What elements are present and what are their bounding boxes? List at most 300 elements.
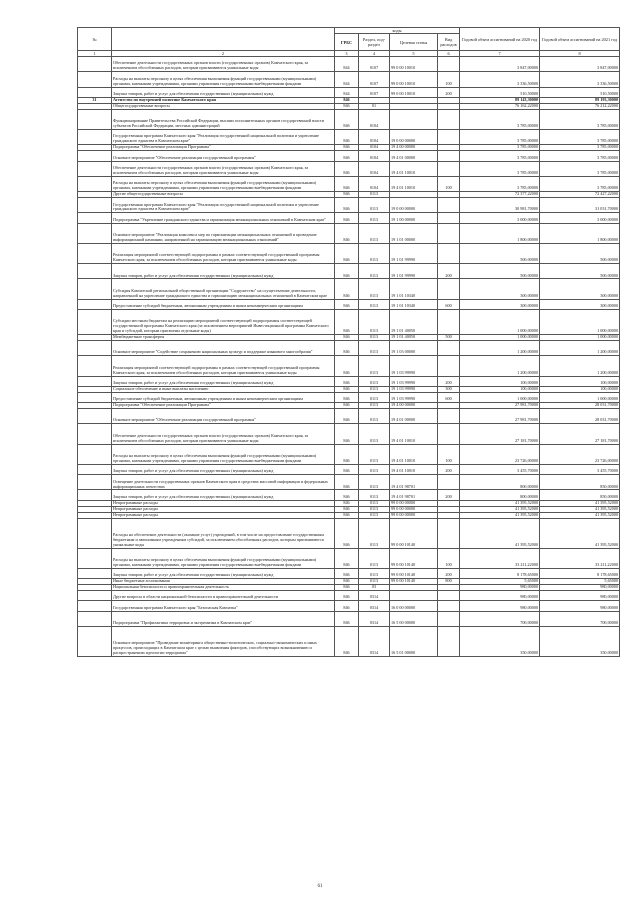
row-expense: 800 — [438, 579, 460, 585]
row-section: 0113 — [359, 264, 390, 279]
header-name — [112, 28, 335, 51]
table-row — [78, 518, 620, 548]
row-number — [78, 87, 112, 97]
row-target: 19 1 03 00000 — [390, 341, 438, 356]
row-amount-2021: 980,00000 — [540, 585, 620, 591]
row-grbs: 846 — [335, 409, 359, 424]
row-section: 0113 — [359, 475, 390, 490]
row-amount-2020: 700,00000 — [460, 611, 540, 626]
row-expense: 200 — [438, 87, 460, 97]
row-grbs: 846 — [335, 490, 359, 500]
row-name: Непрограммные расходы — [112, 506, 335, 512]
row-number — [78, 279, 112, 299]
row-name: Закупка товаров, работ и услуг для обеспечения государственных (муниципальных) нужд — [112, 264, 335, 279]
row-grbs: 846 — [335, 198, 359, 213]
row-amount-2021: 850,00000 — [540, 475, 620, 490]
row-number — [78, 72, 112, 87]
row-expense: 200 — [438, 568, 460, 578]
row-name: Непрограммные расходы — [112, 500, 335, 506]
row-target: 19 4 01 98701 — [390, 475, 438, 490]
row-amount-2021: 33 211,22000 — [540, 548, 620, 568]
row-number — [78, 129, 112, 144]
row-expense — [438, 151, 460, 161]
row-name: Предоставление субсидий бюджетным, автономным учреждениям и иным некоммерческим организациям — [112, 392, 335, 402]
row-grbs: 846 — [335, 585, 359, 591]
row-grbs: 846 — [335, 161, 359, 176]
row-amount-2020: 980,00000 — [460, 590, 540, 600]
row-target: 19 4 00 00000 — [390, 145, 438, 151]
table-row — [78, 310, 620, 335]
row-expense — [438, 475, 460, 490]
table-row — [78, 129, 620, 144]
row-amount-2020: 89 143,30000 — [460, 97, 540, 103]
row-section: 0113 — [359, 392, 390, 402]
row-number — [78, 611, 112, 626]
row-section: 0314 — [359, 590, 390, 600]
row-section: 0113 — [359, 376, 390, 386]
row-name: Социальное обеспечение и иные выплаты населению — [112, 386, 335, 392]
row-name: Расходы на выплаты персоналу в целях обеспечения выполнения функций государственными (муниципальными) органами, казенными учреждениями, органами управления государственными внебюджетными фондами — [112, 444, 335, 464]
row-amount-2021: 76 212,22000 — [540, 103, 620, 109]
row-section: 0113 — [359, 386, 390, 392]
row-amount-2021: 72 427,22000 — [540, 192, 620, 198]
row-name: Иные бюджетные ассигнования — [112, 579, 335, 585]
row-target: 99 0 00 00000 — [390, 500, 438, 506]
row-section: 0113 — [359, 490, 390, 500]
row-section: 0113 — [359, 568, 390, 578]
row-grbs: 844 — [335, 57, 359, 72]
row-expense: 100 — [438, 548, 460, 568]
row-grbs: 846 — [335, 627, 359, 657]
row-number — [78, 341, 112, 356]
row-expense: 600 — [438, 299, 460, 309]
row-amount-2020: 300,00000 — [460, 279, 540, 299]
row-section: 0104 — [359, 161, 390, 176]
row-amount-2020: 3 785,00000 — [460, 145, 540, 151]
row-amount-2020: 41 395,52000 — [460, 518, 540, 548]
row-section: 0113 — [359, 518, 390, 548]
row-number — [78, 392, 112, 402]
row-section: 0113 — [359, 512, 390, 518]
row-section: 01 — [359, 103, 390, 109]
header-index-cell: 8 — [540, 51, 620, 57]
table-row — [78, 243, 620, 263]
row-target: 19 0 00 00000 — [390, 129, 438, 144]
table-row — [78, 151, 620, 161]
row-number — [78, 475, 112, 490]
row-amount-2021: 41 395,52000 — [540, 500, 620, 506]
row-target: 99 0 00 00000 — [390, 512, 438, 518]
row-target: 19 4 01 10010 — [390, 464, 438, 474]
row-grbs: 846 — [335, 506, 359, 512]
row-name: Расходы на выплаты персоналу в целях обеспечения выполнения функций государственными (муниципальными) органами, казенными учреждениями, органами управления государственными внебюджетными фондами — [112, 176, 335, 191]
row-amount-2020: 5,65000 — [460, 579, 540, 585]
row-amount-2021: 980,00000 — [540, 601, 620, 611]
row-name: Государственная программа Камчатского края "Безопасная Камчатка" — [112, 601, 335, 611]
row-expense — [438, 57, 460, 72]
table-row — [78, 548, 620, 568]
row-grbs: 846 — [335, 518, 359, 548]
row-target: 99 0 00 10010 — [390, 57, 438, 72]
table-row — [78, 279, 620, 299]
header-codes: коды — [335, 28, 460, 34]
row-number — [78, 424, 112, 444]
header-number: № — [78, 28, 112, 51]
row-grbs: 846 — [335, 475, 359, 490]
header-index-cell: 1 — [78, 51, 112, 57]
row-target: 19 1 01 10340 — [390, 279, 438, 299]
row-target: 19 4 01 10010 — [390, 176, 438, 191]
row-amount-2020: 3 847,00000 — [460, 57, 540, 72]
row-number — [78, 198, 112, 213]
row-target: 19 1 01 99990 — [390, 264, 438, 279]
row-section: 0104 — [359, 145, 390, 151]
row-name: Закупка товаров, работ и услуг для обеспечения государственных (муниципальных) нужд — [112, 87, 335, 97]
row-expense — [438, 279, 460, 299]
row-grbs: 846 — [335, 264, 359, 279]
row-name: Агентство по внутренней политике Камчатского края — [112, 97, 335, 103]
row-name: Межбюджетные трансферты — [112, 335, 335, 341]
table-row — [78, 409, 620, 424]
row-amount-2021: 3 336,50000 — [540, 72, 620, 87]
row-amount-2021: 850,00000 — [540, 490, 620, 500]
row-expense — [438, 627, 460, 657]
row-amount-2021: 500,00000 — [540, 243, 620, 263]
row-amount-2021: 89 193,30000 — [540, 97, 620, 103]
row-number — [78, 176, 112, 191]
row-name: Подпрограмма "Укрепление гражданского единства и гармонизация межнациональных отношений в Камчатском крае" — [112, 213, 335, 223]
table-row — [78, 356, 620, 376]
row-target: 19 1 03 99990 — [390, 386, 438, 392]
row-amount-2020: 100,00000 — [460, 376, 540, 386]
row-section: 0113 — [359, 444, 390, 464]
row-number — [78, 310, 112, 335]
row-expense — [438, 109, 460, 129]
row-amount-2021: 28 031,70000 — [540, 409, 620, 424]
row-grbs: 846 — [335, 356, 359, 376]
row-grbs: 846 — [335, 403, 359, 409]
table-row — [78, 475, 620, 490]
row-amount-2020: 3 785,00000 — [460, 161, 540, 176]
row-amount-2020: 3 336,50000 — [460, 72, 540, 87]
table-row — [78, 611, 620, 626]
table-body — [78, 57, 620, 657]
row-section: 0113 — [359, 341, 390, 356]
row-grbs: 846 — [335, 279, 359, 299]
row-number: 31 — [78, 97, 112, 103]
row-target: 19 1 01 10340 — [390, 299, 438, 309]
row-amount-2020: 980,00000 — [460, 601, 540, 611]
row-amount-2020: 1 800,00000 — [460, 223, 540, 243]
row-name: Государственная программа Камчатского края "Реализация государственной национальной политики и укрепление гражданского единства в Камчатском крае" — [112, 198, 335, 213]
header-section: Раздел, под-раздел — [359, 34, 390, 51]
row-section: 0113 — [359, 213, 390, 223]
row-amount-2021: 300,00000 — [540, 299, 620, 309]
table-row — [78, 72, 620, 87]
row-amount-2021: 3 455,70000 — [540, 464, 620, 474]
row-target: 99 0 00 10010 — [390, 72, 438, 87]
row-expense: 200 — [438, 264, 460, 279]
row-section: 0113 — [359, 310, 390, 335]
row-amount-2021: 510,50000 — [540, 87, 620, 97]
table-row — [78, 341, 620, 356]
row-amount-2021: 1 000,00000 — [540, 335, 620, 341]
row-grbs: 846 — [335, 601, 359, 611]
row-name: Основное мероприятие "Обеспечение реализации государственной программы" — [112, 151, 335, 161]
row-grbs: 846 — [335, 109, 359, 129]
row-name: Закупка товаров, работ и услуг для обеспечения государственных (муниципальных) нужд — [112, 464, 335, 474]
row-number — [78, 548, 112, 568]
row-name: Обеспечение деятельности государственных органов власти (государственных органов) Камчатского края, за исключением обособленных расходов, которым присваиваются уникальные коды — [112, 161, 335, 176]
row-amount-2020: 27 981,70000 — [460, 403, 540, 409]
row-grbs: 846 — [335, 97, 359, 103]
row-amount-2021: 8 178,65000 — [540, 568, 620, 578]
row-name: Подпрограмма "Обеспечение реализации Программы" — [112, 145, 335, 151]
row-amount-2020: 8 178,65000 — [460, 568, 540, 578]
table-row — [78, 223, 620, 243]
row-name: Расходы на выплаты персоналу в целях обеспечения выполнения функций государственными (муниципальными) органами, казенными учреждениями, органами управления государственными внебюджетными фондами — [112, 548, 335, 568]
table-row — [78, 444, 620, 464]
row-grbs: 846 — [335, 424, 359, 444]
row-section: 0104 — [359, 176, 390, 191]
row-target — [390, 590, 438, 600]
row-target: 16 0 00 00000 — [390, 601, 438, 611]
row-amount-2021: 300,00000 — [540, 279, 620, 299]
row-amount-2021: 980,00000 — [540, 590, 620, 600]
row-amount-2020: 510,50000 — [460, 87, 540, 97]
table-row — [78, 176, 620, 191]
row-amount-2020: 23 726,00000 — [460, 444, 540, 464]
row-target: 19 4 01 00000 — [390, 409, 438, 424]
row-section: 0113 — [359, 500, 390, 506]
row-number — [78, 223, 112, 243]
row-amount-2020: 800,00000 — [460, 475, 540, 490]
row-grbs: 846 — [335, 243, 359, 263]
row-expense — [438, 424, 460, 444]
row-amount-2020: 3 785,00000 — [460, 129, 540, 144]
row-name: Расходы на выплаты персоналу в целях обеспечения выполнения функций государственными (муниципальными) органами, казенными учреждениями, органами управления государственными внебюджетными фондами — [112, 72, 335, 87]
row-target: 19 4 01 10010 — [390, 444, 438, 464]
row-expense: 500 — [438, 335, 460, 341]
row-amount-2020: 980,00000 — [460, 585, 540, 591]
row-amount-2021: 5,65000 — [540, 579, 620, 585]
row-expense — [438, 590, 460, 600]
row-amount-2021: 1 000,00000 — [540, 310, 620, 335]
row-amount-2020: 3 000,00000 — [460, 213, 540, 223]
row-expense: 200 — [438, 376, 460, 386]
table-row — [78, 213, 620, 223]
row-amount-2021: 3 785,00000 — [540, 151, 620, 161]
row-section: 0107 — [359, 87, 390, 97]
row-amount-2020: 1 000,00000 — [460, 392, 540, 402]
row-number — [78, 444, 112, 464]
row-expense — [438, 356, 460, 376]
row-number — [78, 518, 112, 548]
row-grbs: 846 — [335, 512, 359, 518]
row-amount-2021: 3 785,00000 — [540, 161, 620, 176]
row-expense: 100 — [438, 72, 460, 87]
row-amount-2021: 27 181,70000 — [540, 424, 620, 444]
row-name: Другие вопросы в области национальной безопасности и правоохранительной деятельности — [112, 590, 335, 600]
row-name: Национальная безопасность и правоохранительная деятельность — [112, 585, 335, 591]
table-row — [78, 198, 620, 213]
row-section: 0104 — [359, 109, 390, 129]
header-index-cell: 6 — [438, 51, 460, 57]
row-name: Закупка товаров, работ и услуг для обеспечения государственных (муниципальных) нужд — [112, 376, 335, 386]
row-target: 19 4 01 98701 — [390, 490, 438, 500]
row-expense — [438, 129, 460, 144]
row-grbs: 846 — [335, 464, 359, 474]
row-section: 0113 — [359, 464, 390, 474]
row-amount-2021: 31 031,70000 — [540, 198, 620, 213]
row-name: Реализация мероприятий соответствующей подпрограммы в рамках соответствующей государственной программы Камчатского края, за исключением обособленных расходов, которым присваиваются уникальные коды — [112, 356, 335, 376]
row-amount-2020: 300,00000 — [460, 299, 540, 309]
row-amount-2020: 27 181,70000 — [460, 424, 540, 444]
row-grbs: 844 — [335, 72, 359, 87]
row-grbs: 846 — [335, 341, 359, 356]
row-name: Другие общегосударственные вопросы — [112, 192, 335, 198]
row-expense — [438, 601, 460, 611]
row-section: 0113 — [359, 424, 390, 444]
row-section: 0314 — [359, 627, 390, 657]
row-expense — [438, 223, 460, 243]
row-expense — [438, 213, 460, 223]
row-number — [78, 590, 112, 600]
table-row — [78, 264, 620, 279]
row-number — [78, 409, 112, 424]
row-grbs: 846 — [335, 568, 359, 578]
row-grbs: 846 — [335, 151, 359, 161]
header-index-cell: 4 — [359, 51, 390, 57]
row-amount-2020: 3 455,70000 — [460, 464, 540, 474]
row-amount-2020: 41 395,52000 — [460, 506, 540, 512]
table-row — [78, 161, 620, 176]
header-year-2021: Годовой объем ассигнований на 2021 год — [540, 28, 620, 51]
row-target: 99 0 00 10140 — [390, 568, 438, 578]
row-amount-2021: 700,00000 — [540, 611, 620, 626]
table-row — [78, 109, 620, 129]
header-index-cell: 3 — [335, 51, 359, 57]
row-amount-2021: 41 395,52000 — [540, 506, 620, 512]
row-amount-2020: 1 200,00000 — [460, 356, 540, 376]
row-grbs: 846 — [335, 223, 359, 243]
row-target: 19 4 01 00000 — [390, 151, 438, 161]
row-number — [78, 109, 112, 129]
row-target — [390, 109, 438, 129]
row-amount-2020: 3 785,00000 — [460, 151, 540, 161]
row-name: Подпрограмма "Профилактика терроризма и экстремизма в Камчатском крае" — [112, 611, 335, 626]
row-expense — [438, 310, 460, 335]
row-expense: 200 — [438, 490, 460, 500]
page-number: 61 — [317, 884, 323, 889]
row-grbs: 846 — [335, 299, 359, 309]
row-number — [78, 213, 112, 223]
header-index-cell: 2 — [112, 51, 335, 57]
row-target: 19 1 01 40050 — [390, 335, 438, 341]
row-name: Основное мероприятие "Содействие сохранению национальных культур и поддержке языкового многообразия" — [112, 341, 335, 356]
row-target: 19 4 01 10010 — [390, 424, 438, 444]
row-section: 0104 — [359, 129, 390, 144]
table-row — [78, 57, 620, 72]
row-grbs: 846 — [335, 335, 359, 341]
row-amount-2021: 3 785,00000 — [540, 129, 620, 144]
row-section: 0314 — [359, 601, 390, 611]
table-row — [78, 376, 620, 386]
row-amount-2021: 1 200,00000 — [540, 341, 620, 356]
row-amount-2021: 350,00000 — [540, 627, 620, 657]
row-amount-2020: 500,00000 — [460, 243, 540, 263]
row-amount-2021: 23 726,00000 — [540, 444, 620, 464]
row-amount-2020: 41 395,52000 — [460, 500, 540, 506]
row-grbs: 846 — [335, 386, 359, 392]
row-section: 0113 — [359, 356, 390, 376]
row-target: 99 0 00 00000 — [390, 506, 438, 512]
row-grbs: 846 — [335, 176, 359, 191]
row-expense — [438, 198, 460, 213]
row-number — [78, 264, 112, 279]
row-grbs: 846 — [335, 444, 359, 464]
row-section: 0104 — [359, 151, 390, 161]
row-section: 0113 — [359, 299, 390, 309]
row-number — [78, 299, 112, 309]
row-target: 19 1 01 40050 — [390, 310, 438, 335]
row-grbs: 846 — [335, 500, 359, 506]
row-name: Основное мероприятие "Проведение мониторинга общественно-политических, социально-экономических и иных процессов, происходящих в Камчатском крае с целью выявления факторов, способствующих возникновению и распространению идеологии терроризма" — [112, 627, 335, 657]
row-number — [78, 376, 112, 386]
header-index-cell: 5 — [390, 51, 438, 57]
row-section: 0113 — [359, 409, 390, 424]
row-section: 0113 — [359, 223, 390, 243]
row-grbs: 846 — [335, 213, 359, 223]
row-number — [78, 356, 112, 376]
row-amount-2020: 30 981,70000 — [460, 198, 540, 213]
row-target: 19 1 03 99990 — [390, 376, 438, 386]
row-expense — [438, 409, 460, 424]
row-section: 0113 — [359, 579, 390, 585]
row-amount-2020: 72 377,22000 — [460, 192, 540, 198]
row-name: Закупка товаров, работ и услуг для обеспечения государственных (муниципальных) нужд — [112, 490, 335, 500]
row-amount-2020: 1 000,00000 — [460, 335, 540, 341]
row-section: 0113 — [359, 335, 390, 341]
row-amount-2021: 100,00000 — [540, 376, 620, 386]
row-expense: 200 — [438, 464, 460, 474]
row-amount-2021: 3 785,00000 — [540, 109, 620, 129]
row-name: Обеспечение деятельности государственных органов власти (государственных органов) Камчатского края, за исключением обособленных расходов, которым присваиваются уникальные коды — [112, 57, 335, 72]
row-name: Расходы на обеспечение деятельности (оказание услуг) учреждений, в том числе на предоставление государственным бюджетным и автономным учреждениям субсидий, за исключением обособленных расходов, которым присваиваются уникальные коды — [112, 518, 335, 548]
row-amount-2020: 1 200,00000 — [460, 341, 540, 356]
table-row — [78, 490, 620, 500]
row-section: 0314 — [359, 611, 390, 626]
row-number — [78, 568, 112, 578]
row-amount-2020: 33 211,22000 — [460, 548, 540, 568]
row-section: 0113 — [359, 198, 390, 213]
row-amount-2021: 3 785,00000 — [540, 176, 620, 191]
row-number — [78, 490, 112, 500]
row-name: Обеспечение деятельности государственных органов власти (государственных органов) Камчатского края, за исключением обособленных расходов, которым присваиваются уникальные коды — [112, 424, 335, 444]
row-target: 99 0 00 10140 — [390, 579, 438, 585]
row-name: Непрограммные расходы — [112, 512, 335, 518]
row-amount-2021: 500,00000 — [540, 264, 620, 279]
row-expense: 300 — [438, 386, 460, 392]
row-grbs: 846 — [335, 548, 359, 568]
row-grbs: 846 — [335, 579, 359, 585]
header-expense: Вид расходов — [438, 34, 460, 51]
row-target: 19 1 01 00000 — [390, 223, 438, 243]
row-name: Освещение деятельности государственных органов Камчатского края в средствах массовой информации и федеральных информационных агентствах — [112, 475, 335, 490]
row-grbs: 846 — [335, 310, 359, 335]
row-section: 0107 — [359, 57, 390, 72]
row-name: Субсидия Камчатской региональной общественной организации "Содружество" на осуществление деятельности, направленной на укрепление гражданского единства и гармонизацию межнациональных отношений в Камчатском крае — [112, 279, 335, 299]
